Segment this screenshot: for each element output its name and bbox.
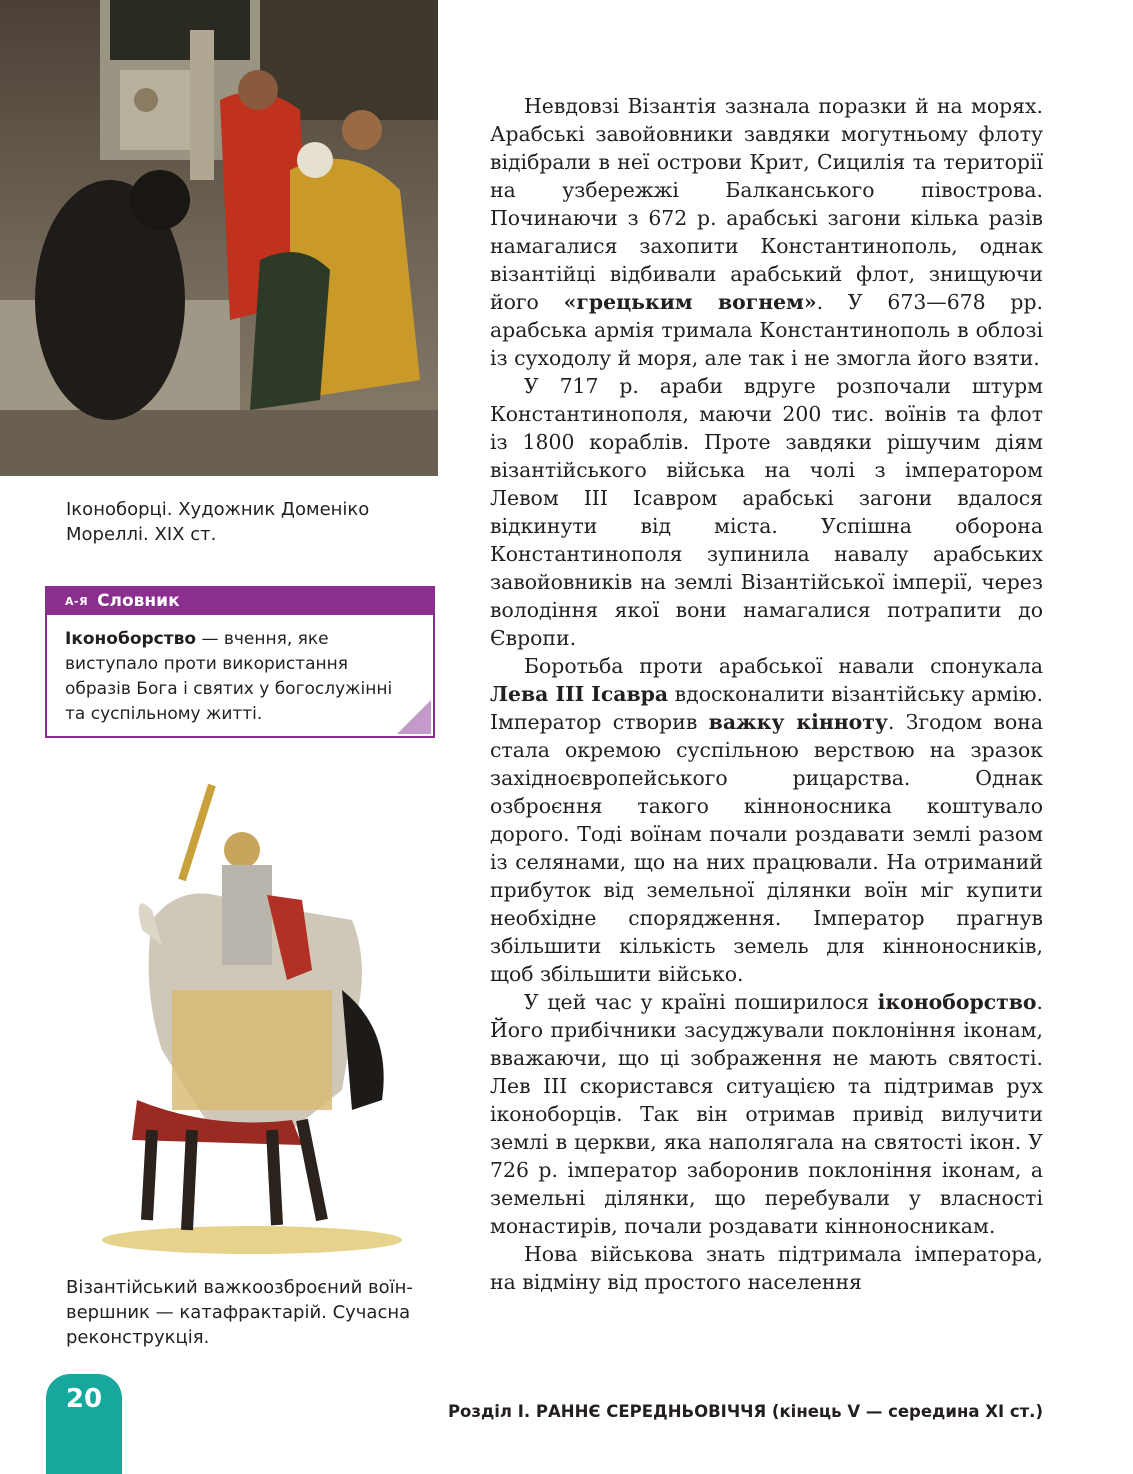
glossary-entry [47, 615, 433, 727]
paragraph-1: Невдовзі Візантія зазнала поразки й на морях. Арабські завойовники завдяки могутньому флоту відібрали в неї острови Крит, Сицилія та території на узбережжі Балканського півострова. Починаючи з 672 р. арабські загони кілька разів намагалися захопити Константинополь, однак візантійці відбивали арабський флот, знищуючи його «грецьким вогнем». У 673—678 рр. арабська армія тримала Константинополь в облозі із суходолу й моря, але так і не змогла його взяти. [490, 94, 1044, 370]
glossary-term: Іконоборство [65, 629, 197, 649]
paragraph-3: Боротьба проти арабської навали спонукала Лева III Ісавра вдосконалити візантійську армію. Імператор створив важку кінноту. Згодом вона стала окремою суспільною верствою на зразок західноєвропейського рицарства. Однак озброєння такого кінноносника коштувало дорого. Тоді воїнам почали роздавати землі разом із селянами, що на них працювали. На отриманий прибуток від земельної ділянки воїн міг купити необхідне спорядження. Імператор прагнув збільшити кількість земель для кінноносників, щоб збільшити військо. [490, 654, 1044, 986]
running-footer: Розділ І. РАННЄ СЕРЕДНЬОВІЧЧЯ (кінець V — середина XI ст.) [447, 1402, 1043, 1421]
glossary-box [45, 586, 435, 738]
glossary-definition: — вчення, яке виступало проти використання образів Бога і святих у богослужінні та суспільному житті. [65, 629, 393, 724]
paragraph-2: У 717 р. араби вдруге розпочали штурм Константинополя, маючи 200 тис. воїнів та флот із 1800 кораблів. Проте завдяки рішучим діям візантійського війська на чолі з імператором Левом III Ісавром арабські загони вдалося відкинути від міста. Успішна оборона Константинополя зупинила навалу арабських завойовників на землі Візантійської імперії, через володіння якої вони намагалися потрапити до Європи. [490, 374, 1043, 650]
dictionary-icon: А-Я [65, 595, 89, 608]
page-number: 20 [65, 1384, 103, 1414]
painting-iconoclasts [0, 0, 438, 476]
glossary-title: Словник [97, 591, 180, 611]
cataphract-illustration [92, 770, 422, 1260]
paragraph-5: Нова військова знать підтримала імператора, на відміну від простого населення [490, 1242, 1043, 1294]
main-text [490, 92, 1043, 1296]
rider-caption: Візантійський важкоозброєний воїн-вершник — катафрактарій. Сучасна реконструкція. [66, 1277, 413, 1348]
painting-caption: Іконоборці. Художник Доменіко Мореллі. XIX ст. [66, 499, 370, 545]
page-corner-icon [397, 700, 431, 734]
paragraph-4: У цей час у країні поширилося іконоборство. Його прибічники засуджували поклоніння іконам, вважаючи, що ці зображення не мають святості. Лев III скористався ситуацією та підтримав рух іконоборців. Так він отримав привід вилучити землі в церкви, яка наполягала на святості ікон. У 726 р. імператор заборонив поклоніння іконам, а земельні ділянки, що перебували у власності монастирів, почали роздавати кінноносникам. [490, 990, 1043, 1238]
glossary-header [47, 588, 433, 615]
